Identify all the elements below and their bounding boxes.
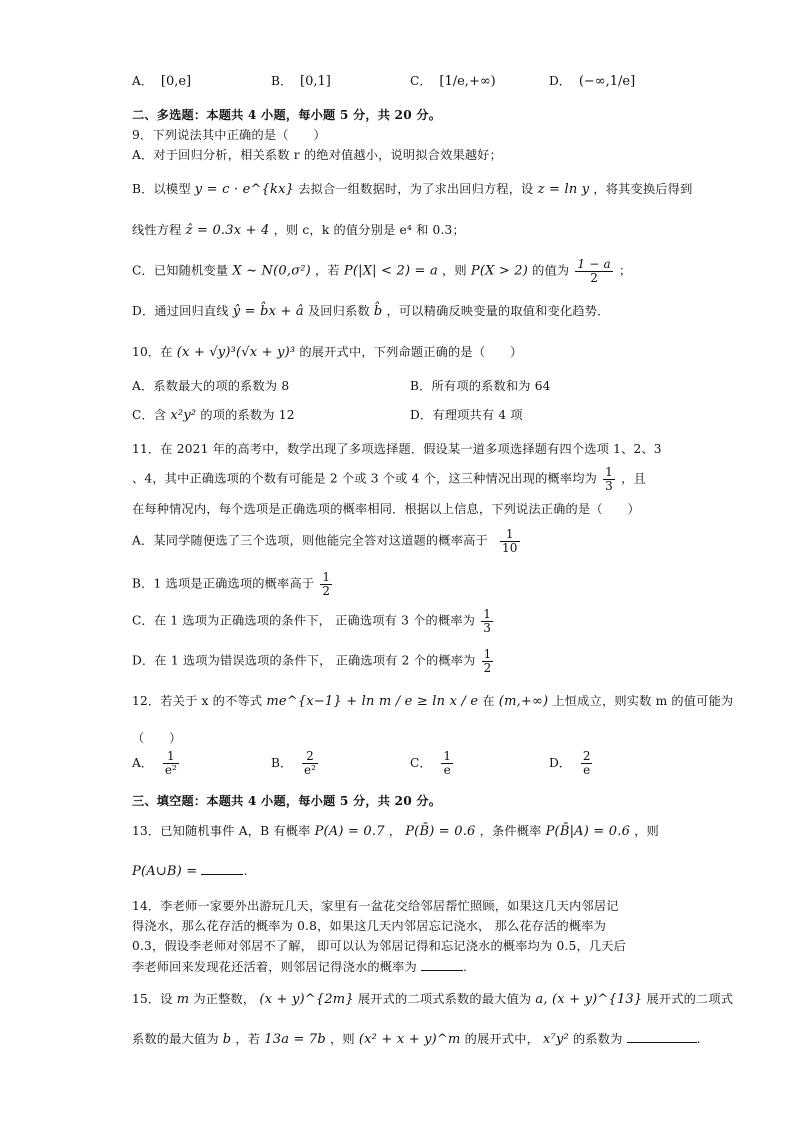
formula: (m,+∞) [498, 694, 549, 709]
q11-option-a [132, 528, 522, 554]
text: ，则 [330, 1032, 355, 1046]
fraction [500, 528, 520, 554]
q9-option-b-line2 [132, 221, 465, 238]
denominator: e [443, 762, 451, 777]
q11-line2 [132, 466, 646, 492]
q10-option-c [132, 406, 295, 423]
formula: P(B̄) = 0.6 [405, 824, 476, 839]
option-label: D． [549, 755, 571, 770]
fraction [581, 750, 593, 776]
section3-header: 三、填空题：本题共 4 小题，每小题 5 分，共 20 分。 [132, 794, 442, 808]
q10-option-a: A．系数最大的项的系数为 8 [132, 379, 290, 393]
answer-blank[interactable] [201, 862, 243, 875]
formula: P(|X| < 2) = a [343, 263, 438, 279]
text: 的展开式中， [464, 1032, 539, 1046]
q9-option-c [132, 258, 631, 284]
text: 15．设 [132, 992, 173, 1006]
fraction [320, 571, 332, 597]
text: ， [388, 824, 402, 838]
q14-line4 [132, 958, 467, 975]
q12-option-a [132, 750, 181, 776]
q14-line1: 14．李老师一家要外出游玩几天，家里有一盆花交给邻居帮忙照顾，如果这几天内邻居记 [132, 899, 619, 913]
text: 13．已知随机事件 A，B 有概率 [132, 824, 311, 838]
formula: b [222, 1032, 232, 1047]
q14-line2: 得浇水，那么花存活的概率为 0.8，如果这几天内邻居忘记浇水， 那么花存活的概率为 [132, 919, 607, 933]
text: 、4，其中正确选项的个数有可能是 2 个或 3 个或 4 个，这三种情况出现的概率均为 [132, 471, 598, 486]
text: ，若 [235, 1032, 261, 1046]
numerator: 1 [605, 465, 613, 479]
text: 展开式的二项式系数的最大值为 [357, 992, 532, 1006]
formula: me^{x−1} + ln m / e ≥ ln x / e [266, 694, 479, 709]
text: 展开式的二项式 [646, 992, 734, 1006]
text: ，若 [315, 263, 340, 278]
numerator: 1 [483, 647, 492, 661]
option-label: A． [132, 755, 153, 770]
q9-option-d [132, 302, 610, 319]
q10-option-b: B．所有项的系数和为 64 [410, 379, 551, 393]
text: ，则 [442, 263, 467, 278]
q8-option-a [132, 72, 191, 89]
text: . [696, 1032, 701, 1046]
section2-header: 二、多选题：本题共 4 小题，每小题 5 分，共 20 分。 [132, 108, 442, 122]
text: 10．在 [132, 345, 173, 359]
option-label: B． [271, 74, 293, 88]
q9-option-b-line1 [132, 180, 692, 197]
fraction [603, 466, 615, 492]
option-label: C． [410, 755, 432, 770]
formula: ŷ = b̂x + â [232, 304, 304, 319]
denominator: 2 [590, 270, 599, 285]
q11-option-b [132, 571, 334, 597]
formula: P(A∪B) = [132, 864, 198, 879]
formula: m [176, 992, 190, 1007]
denominator: e [583, 762, 591, 777]
option-label: D． [549, 74, 571, 88]
text: C．在 1 选项为正确选项的条件下， 正确选项有 3 个的概率为 [132, 613, 476, 628]
formula: X ~ N(0,σ²) [232, 263, 311, 279]
text: D．通过回归直线 [132, 304, 229, 318]
text: ，条件概率 [479, 824, 542, 838]
option-label: B． [271, 755, 293, 770]
denominator: e² [164, 762, 177, 777]
fraction [481, 608, 493, 634]
fraction [302, 750, 318, 776]
numerator: 1 [443, 749, 452, 763]
q11-option-d [132, 648, 495, 674]
text: ，则 [634, 824, 659, 838]
text: 的展开式中，下列命题正确的是（ ） [299, 345, 523, 359]
q11-line1: 11．在 2021 年的高考中，数学出现了多项选择题．假设某一道多项选择题有四个选项 1、2、3 [132, 442, 662, 456]
text: ，将其变换后得到 [593, 182, 693, 196]
formula: ẑ = 0.3x + 4 [185, 223, 270, 238]
q8-option-b [271, 72, 331, 89]
fraction [441, 750, 453, 776]
numerator: 1 [500, 528, 520, 542]
text: 在 [482, 694, 495, 708]
q9-stem: 9．下列说法其中正确的是（ ） [132, 128, 326, 142]
denominator: 3 [605, 478, 613, 493]
text: 的系数为 [573, 1032, 623, 1046]
text: ，且 [621, 471, 646, 486]
formula: x⁷y² [543, 1032, 569, 1047]
text: ，则 c，k 的值分别是 e⁴ 和 0.3； [273, 223, 465, 237]
q13-line1 [132, 822, 659, 839]
option-value: [0,e] [160, 74, 192, 89]
q14-line3: 0.3，假设李老师对邻居不了解， 即可以认为邻居记得和忘记浇水的概率均为 0.5，几天后 [132, 939, 627, 953]
numerator: 2 [302, 750, 318, 764]
formula: (x² + x + y)^m [358, 1032, 461, 1047]
denominator: 2 [483, 660, 492, 675]
numerator: 1 [322, 570, 331, 584]
numerator: 1 [483, 607, 492, 621]
text: ，可以精确反映变量的取值和变化趋势． [386, 304, 610, 318]
formula: a, (x + y)^{13} [535, 992, 643, 1007]
q10-option-d: D．有理项共有 4 项 [410, 408, 523, 422]
option-value: [1/e,+∞) [439, 74, 496, 89]
q12-option-d [549, 750, 594, 776]
fraction [482, 648, 494, 674]
denominator: 2 [322, 583, 331, 598]
q8-option-d [549, 72, 635, 89]
q10-stem [132, 343, 522, 360]
text: B．以模型 [132, 182, 191, 196]
text: 及回归系数 [307, 304, 370, 318]
text: C．已知随机变量 [132, 263, 229, 278]
text: 线性方程 [132, 223, 182, 237]
numerator: 2 [582, 749, 591, 763]
text: . [243, 864, 248, 878]
text: 去拟合一组数据时，为了求出回归方程，设 [298, 182, 534, 196]
q12-stem [132, 692, 733, 709]
answer-blank[interactable] [421, 958, 463, 971]
denominator: 10 [501, 540, 518, 555]
formula: 13a = 7b [264, 1032, 326, 1047]
text: 李老师回来发现花还活着，则邻居记得浇水的概率为 [132, 960, 417, 974]
formula: b̂ [373, 304, 383, 319]
text: 上恒成立，则实数 m 的值可能为 [552, 694, 734, 708]
option-value: (−∞,1/e] [578, 74, 636, 89]
text: . [463, 960, 468, 974]
q11-option-c [132, 608, 495, 634]
q12-option-c [410, 750, 455, 776]
q11-line3: 在每种情况内，每个选项是正确选项的概率相同．根据以上信息，下列说法正确的是（ ） [132, 502, 640, 516]
q13-line2 [132, 862, 248, 879]
option-label: A． [132, 74, 153, 88]
text: ； [618, 263, 632, 278]
formula: P(X > 2) [470, 263, 529, 279]
text: D．在 1 选项为错误选项的条件下， 正确选项有 2 个的概率为 [132, 653, 476, 668]
q15-line1 [132, 990, 733, 1007]
q9-option-a: A．对于回归分析，相关系数 r 的绝对值越小，说明拟合效果越好； [132, 148, 503, 162]
text: 为正整数， [193, 992, 256, 1006]
text: 12．若关于 x 的不等式 [132, 694, 263, 708]
text: B．1 选项是正确选项的概率高于 [132, 576, 315, 591]
option-label: C． [410, 74, 432, 88]
q15-line2 [132, 1030, 701, 1047]
q12-option-b [271, 750, 320, 776]
denominator: e² [304, 762, 316, 777]
formula: z = ln y [537, 182, 590, 197]
text: C．含 [132, 408, 167, 422]
text: 系数的最大值为 [132, 1032, 219, 1046]
fraction [575, 258, 612, 284]
option-value: [0,1] [300, 74, 331, 89]
answer-blank[interactable] [627, 1030, 697, 1043]
formula: (x + y)^{2m} [259, 992, 354, 1007]
denominator: 3 [483, 620, 492, 635]
text: 的项的系数为 12 [200, 408, 295, 422]
q12-paren: （ ） [132, 731, 182, 745]
formula: P(A) = 0.7 [314, 824, 385, 839]
formula: x²y² [170, 408, 197, 423]
formula: y = c · e^{kx} [194, 182, 295, 197]
text: A．某同学随便选了三个选项，则他能完全答对这道题的概率高于 [132, 533, 488, 548]
q8-option-c [410, 72, 496, 89]
text: 的值为 [532, 263, 570, 278]
numerator: 1 [163, 750, 179, 764]
fraction [163, 750, 179, 776]
numerator: 1 − a [577, 257, 611, 271]
formula: P(B̄|A) = 0.6 [545, 824, 631, 839]
formula: (x + √y)³(√x + y)³ [176, 345, 296, 360]
